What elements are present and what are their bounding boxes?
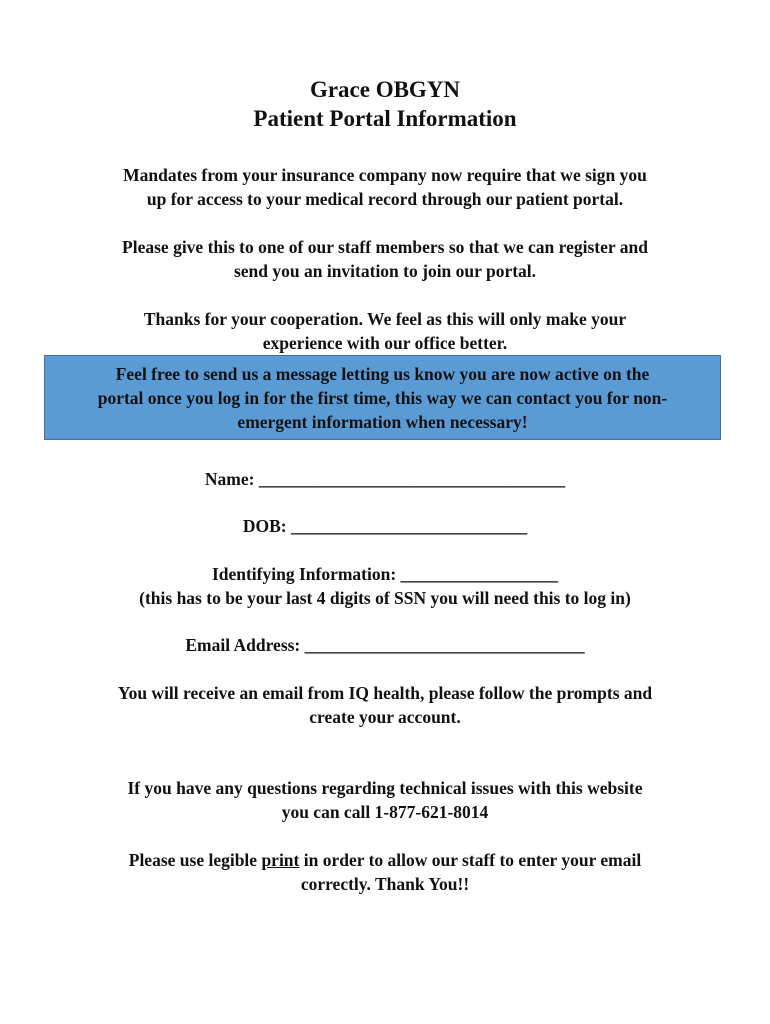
practice-name: Grace OBGYN	[309, 77, 461, 102]
email-field-label: Email Address: ________________________________	[185, 635, 585, 655]
identifying-info-note: (this has to be your last 4 digits of SSN you will need this to log in)	[139, 588, 631, 608]
name-field[interactable]	[0, 467, 770, 491]
thanks-line-1: Thanks for your cooperation. We feel as this will only make your	[143, 309, 627, 329]
notice-line-3: emergent information when necessary!	[237, 412, 528, 432]
thanks-paragraph	[0, 307, 770, 355]
mandate-line-2: up for access to your medical record through our patient portal.	[146, 189, 624, 209]
legible-post-text: in order to allow our staff to enter your email	[299, 850, 642, 870]
legible-line-1	[0, 848, 770, 872]
staff-line-1: Please give this to one of our staff members so that we can register and	[122, 237, 648, 257]
questions-line-1: If you have any questions regarding technical issues with this website	[127, 778, 643, 798]
notice-line-2: portal once you log in for the first time, this way we can contact you for non-	[97, 388, 668, 408]
identifying-info-label: Identifying Information: __________________	[211, 564, 559, 584]
legible-pre-text: Please use legible	[128, 850, 262, 870]
notice-text	[45, 362, 720, 434]
iq-line-1: You will receive an email from IQ health, please follow the prompts and	[117, 683, 653, 703]
portal-title: Patient Portal Information	[253, 106, 517, 131]
mandate-line-1: Mandates from your insurance company now require that we sign you	[123, 165, 647, 185]
iq-health-paragraph	[0, 681, 770, 729]
mandate-paragraph	[0, 163, 770, 211]
name-field-label: Name: ___________________________________	[204, 469, 566, 489]
dob-field-label: DOB: ___________________________	[242, 516, 528, 536]
print-emphasis: print	[261, 850, 300, 870]
legible-paragraph	[0, 848, 770, 896]
iq-line-2: create your account.	[309, 707, 461, 727]
staff-line-2: send you an invitation to join our portal.	[233, 261, 537, 281]
questions-line-2: you can call 1-877-621-8014	[281, 802, 489, 822]
notice-box	[44, 355, 721, 440]
dob-field[interactable]	[0, 514, 770, 538]
staff-paragraph	[0, 235, 770, 283]
thanks-line-2: experience with our office better.	[262, 333, 508, 353]
legible-line-2: correctly. Thank You!!	[300, 874, 470, 894]
identifying-info-field[interactable]	[0, 562, 770, 610]
questions-paragraph	[0, 776, 770, 824]
document-title	[0, 75, 770, 133]
email-field[interactable]	[0, 633, 770, 657]
notice-line-1: Feel free to send us a message letting us know you are now active on the	[115, 364, 650, 384]
